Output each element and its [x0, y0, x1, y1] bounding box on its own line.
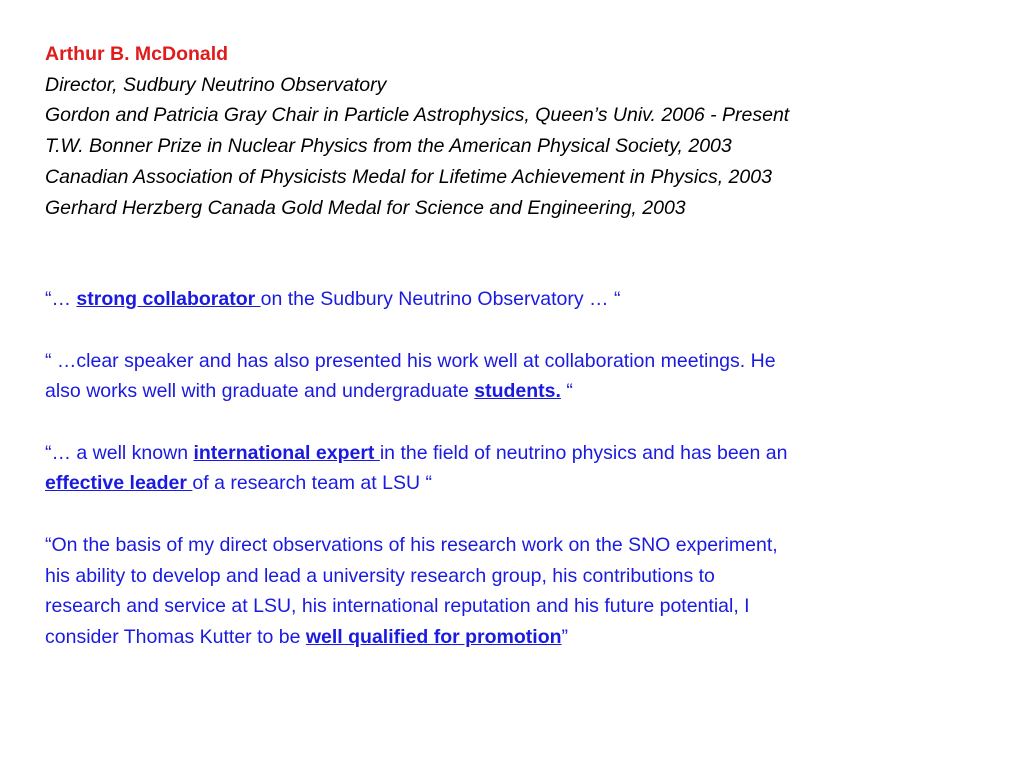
quotes-block: [45, 284, 985, 652]
spacer: [45, 315, 985, 346]
quote-text: in the field of neutrino physics and has been an: [379, 441, 788, 464]
highlight-strong-collaborator: strong collaborator: [76, 288, 261, 311]
quote-expert: [45, 438, 985, 499]
writer-name: Arthur B. McDonald: [45, 43, 229, 65]
quote-line: [45, 438, 985, 469]
letter-writer-block: [45, 39, 985, 223]
spacer: [45, 407, 985, 438]
highlight-well-qualified: well qualified for promotion: [305, 625, 562, 648]
quote-text: of a research team at LSU “: [192, 472, 432, 495]
quote-text: “… a well known: [45, 441, 194, 464]
quote-text: ”: [561, 625, 569, 648]
highlight-international-expert: international expert: [193, 441, 380, 464]
quote-line: [45, 622, 985, 653]
credential-2: Gordon and Patricia Gray Chair in Particle Astrophysics, Queen’s Univ. 2006 - Present: [45, 104, 790, 127]
credential-4: Canadian Association of Physicists Medal for Lifetime Achievement in Physics, 2003: [45, 165, 772, 188]
highlight-effective-leader: effective leader: [45, 472, 193, 495]
quote-line: [45, 468, 985, 499]
quote-line: research and service at LSU, his international reputation and his future potential, I: [45, 595, 750, 618]
quote-text: also works well with graduate and undergraduate: [45, 380, 475, 403]
credential-1: Director, Sudbury Neutrino Observatory: [45, 73, 387, 96]
quote-line: “ …clear speaker and has also presented his work well at collaboration meetings. He: [45, 349, 776, 372]
quote-text: “…: [45, 288, 77, 311]
quote-line: his ability to develop and lead a university research group, his contributions to: [45, 564, 715, 587]
slide-content: [45, 39, 985, 653]
spacer: [45, 499, 985, 530]
credential-5: Gerhard Herzberg Canada Gold Medal for Science and Engineering, 2003: [45, 196, 686, 219]
quote-line: [45, 376, 985, 407]
quote-promotion: [45, 530, 985, 653]
quote-line: [45, 284, 985, 315]
credential-3: T.W. Bonner Prize in Nuclear Physics from the American Physical Society, 2003: [45, 135, 732, 158]
quote-speaker: [45, 346, 985, 407]
quote-text: on the Sudbury Neutrino Observatory … “: [260, 288, 621, 311]
quote-text: “: [560, 380, 573, 403]
quote-collaborator: [45, 284, 985, 315]
highlight-students: students.: [474, 380, 561, 403]
quote-text: consider Thomas Kutter to be: [45, 625, 306, 648]
quote-line: “On the basis of my direct observations of his research work on the SNO experiment,: [45, 533, 778, 556]
